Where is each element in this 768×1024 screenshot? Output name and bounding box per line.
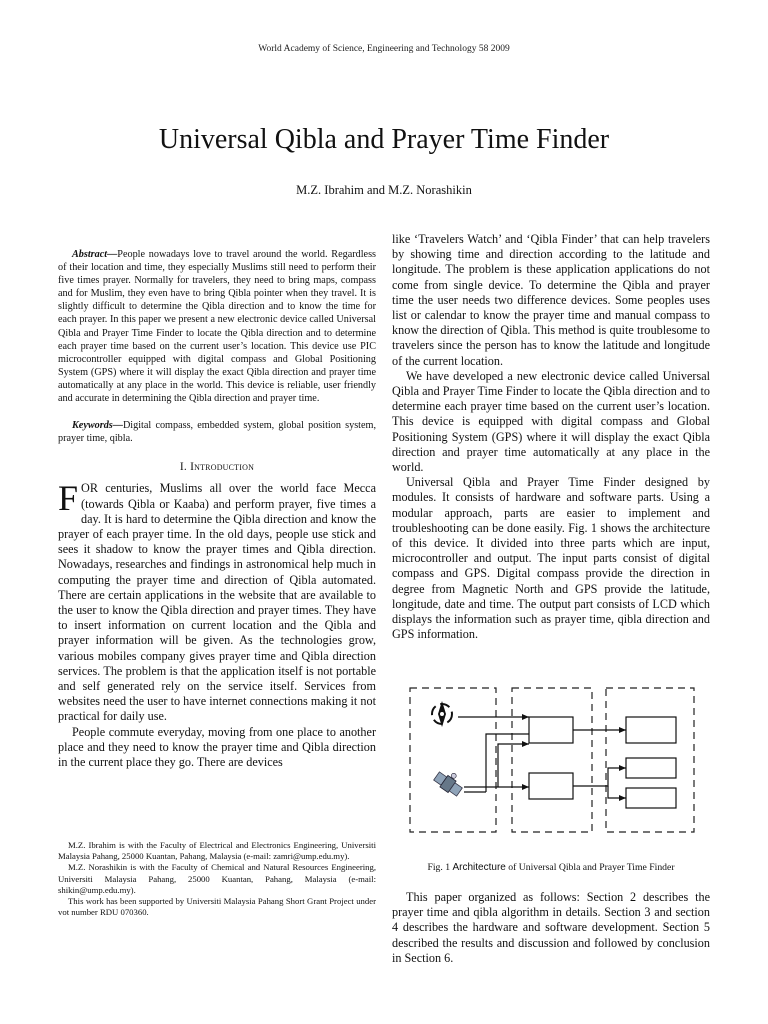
output-box-3: [626, 788, 676, 808]
mcu-to-output-bus: [573, 768, 626, 786]
abstract: [58, 248, 376, 405]
footnote-1: M.Z. Ibrahim is with the Faculty of Electrical and Electronics Engineering, Universiti Malaysia Pahang, 25000 Kuantan, Pahang, Malaysia (e-mail: zamri@ump.edu.my).: [58, 840, 376, 862]
keywords-text: Digital compass, embedded system, global position system, prayer time, qibla.: [58, 420, 376, 445]
architecture-diagram: [400, 672, 705, 844]
drop-cap: F: [58, 478, 79, 519]
footnote-3: This work has been supported by Universiti Malaysia Pahang Short Grant Project under vot number RDU 070360.: [58, 896, 376, 918]
right-paragraph-3: Universal Qibla and Prayer Time Finder designed by modules. It consists of hardware and software parts. Using a modular approach, parts are easier to implement and troubleshooting can be done easily. Fig. 1 shows the architecture of this device. It divided into three parts which are input, microcontroller and output. The input parts consist of digital compass and GPS. Digital compass provide the direction in degree from Magnetic North and GPS provide the latitude, longitude, date and time. The output part consists of LCD which displays the information such as prayer time, qibla direction and GPS information.: [392, 475, 710, 642]
figure-caption: [392, 862, 710, 873]
abstract-text: People nowadays love to travel around the world. Regardless of their location and time, they especially Muslims still need to perform their five times prayer. Normally for travelers, they need to bring maps, compass and for Muslim, they even have to bring Qibla pointer when they travel. It is slightly difficult to determine the Qibla direction and to know the time for each prayer. In this paper we present a new electronic device called Universal Qibla and Prayer Time Finder to locate the Qibla direction and to determine each prayer time based on the current user’s location. This device use PIC microcontroller equipped with digital compass and Global Positioning System (GPS) where it will display the exact Qibla direction and prayer time automatically at any place in the world. This device is reliable, user friendly and accurate in determining the Qibla direction and prayer time.: [58, 249, 376, 405]
arrow-head: [522, 784, 529, 790]
output-box-1: [626, 717, 676, 743]
caption-word: Architecture: [452, 862, 506, 873]
intro-paragraph-2: People commute everyday, moving from one place to another place and they need to know the prayer time and Qibla direction in the current place they go. There are devices: [58, 724, 376, 769]
input-block: [410, 688, 496, 832]
arrow-head: [522, 714, 529, 720]
abstract-dash: —: [107, 249, 118, 260]
keywords-label: Keywords: [72, 420, 113, 432]
closing-paragraph: This paper organized as follows: Section 2 describes the prayer time and qibla algorithm in details. Section 3 and section 4 describes the hardware and software development. Section 5 described the results and discussion and followed by conclusion in Section 6.: [392, 890, 710, 965]
keywords: [58, 419, 376, 445]
right-paragraph-continued: like ‘Travelers Watch’ and ‘Qibla Finder’ that can help travelers by showing time and direction according to the latitude and longitude. The problem is these application applications do not come from single device. To determine the Qibla and prayer time the user needs two difference devices. Some peoples uses list or calendar to know the prayer time and manual compass to know the direction of Qibla. This method is quite troublesome to travelers since the person has to know the latitude and longitude of the current location.: [392, 232, 710, 368]
paper-title: Universal Qibla and Prayer Time Finder: [158, 124, 610, 155]
footnotes: [58, 840, 376, 918]
left-column: [58, 248, 376, 770]
intro-paragraph-1-text: OR centuries, Muslims all over the world face Mecca (towards Qibla or Kaaba) and perform prayer, five times a day. It is hard to determine the Qibla direction and know the prayer of each prayer time. In the old days, people use stick and sees it shadow to know the prayer times and Qibla direction. Nowadays, researches and findings in astronomical help much in computing the prayer time and direction of Qibla automated. There are certain applications in the website that are available to the user to know the Qibla direction and prayer times. They have to insert information on current location and the Qibla and prayer information will be given. As the technologies grow, various mobiles company gives prayer time and Qibla direction services. The problem is that the application itself is not portable and self generated rely on the service itself. Services from websites need the user to have internet connections making it not practical for daily use.: [58, 481, 376, 724]
footnote-2: M.Z. Norashikin is with the Faculty of Chemical and Natural Resources Engineering, Universiti Malaysia Pahang, 25000 Kuantan, Pahang, Malaysia (e-mail: shikin@ump.edu.my).: [58, 862, 376, 895]
caption-rest: of Universal Qibla and Prayer Time Finder: [508, 862, 675, 873]
authors: M.Z. Ibrahim and M.Z. Norashikin: [296, 183, 472, 197]
section-heading-introduction: I. Introduction: [179, 461, 255, 474]
right-column: [392, 232, 710, 642]
arrow-head: [619, 727, 626, 733]
closing-block: [392, 890, 710, 966]
microcontroller-block: [512, 688, 592, 832]
keywords-dash: —: [112, 420, 123, 432]
caption-prefix: Fig. 1: [427, 862, 451, 873]
intro-paragraph-1: [58, 478, 376, 724]
microcontroller-box-upper: [529, 717, 573, 743]
arrow-head: [522, 741, 529, 747]
arrow-head: [619, 765, 626, 771]
right-paragraph-2: We have developed a new electronic device called Universal Qibla and Prayer Time Finder to locate the Qibla direction and to determine each prayer time based on the current user’s location. This device is equipped with digital compass and Global Positioning System (GPS) where it will display the exact Qibla direction and prayer time automatically at any place in the world.: [392, 368, 710, 475]
bus-line-upper: [498, 744, 529, 787]
abstract-label: Abstract: [72, 249, 108, 260]
arrow-head: [619, 795, 626, 801]
journal-header: World Academy of Science, Engineering and Technology 58 2009: [258, 44, 510, 54]
microcontroller-box-lower: [529, 773, 573, 799]
output-box-2: [626, 758, 676, 778]
gps-satellite-icon: [433, 766, 467, 798]
compass-icon: [432, 701, 452, 727]
mcu-to-output-3: [608, 786, 626, 798]
